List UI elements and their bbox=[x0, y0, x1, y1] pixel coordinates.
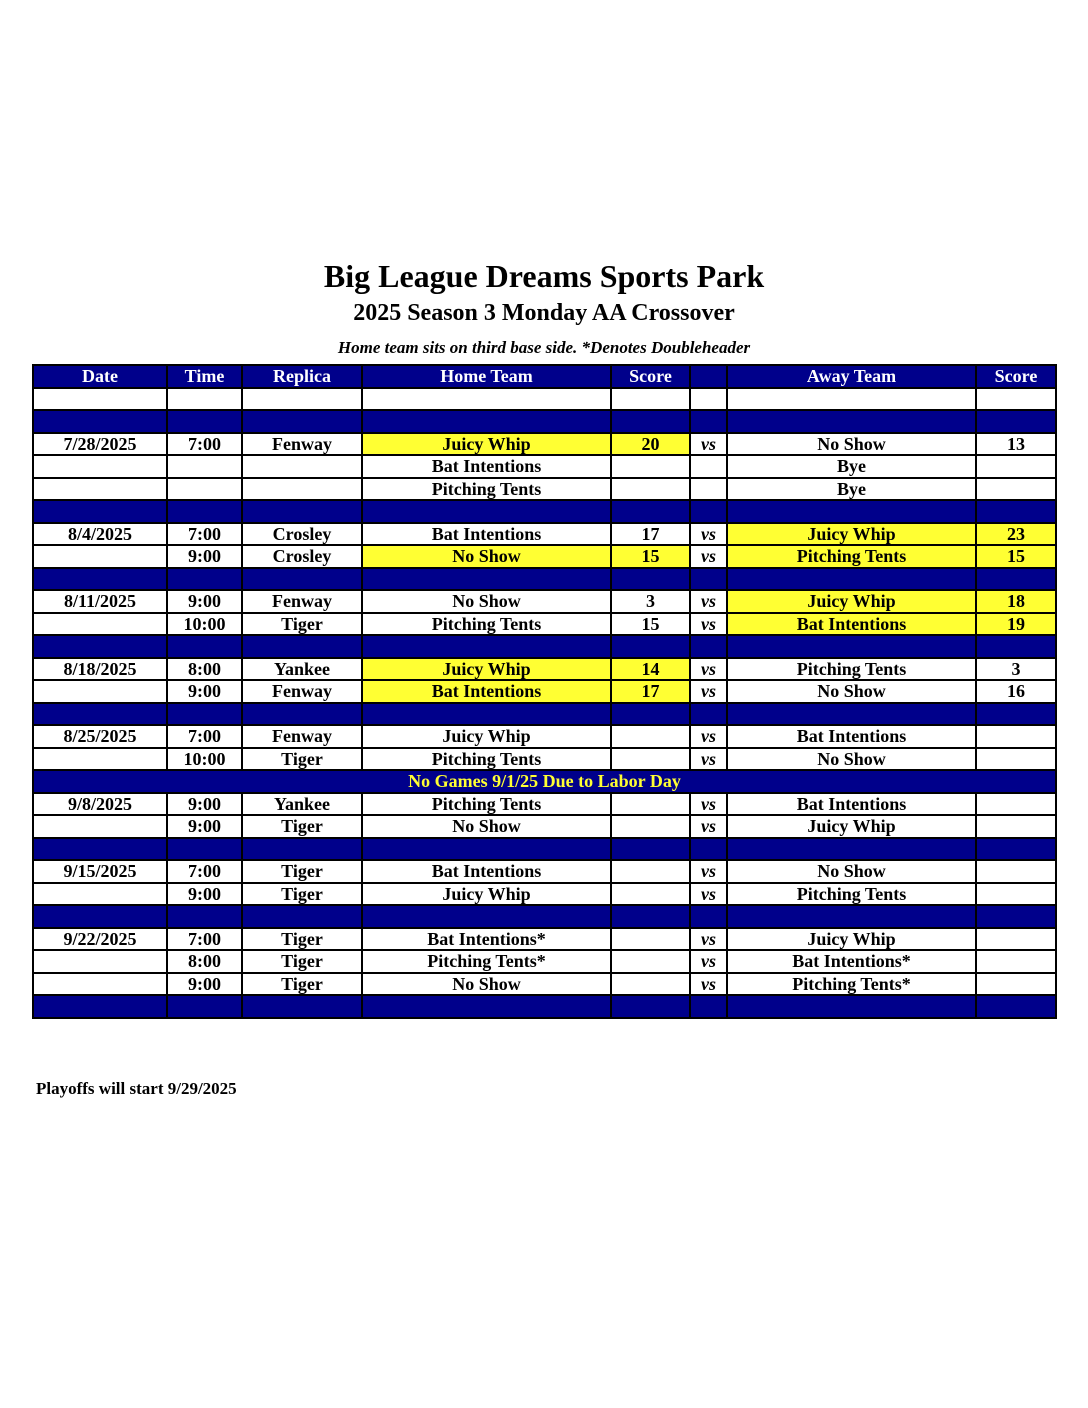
cell-vs: vs bbox=[690, 613, 727, 636]
empty-cell bbox=[33, 568, 167, 591]
cell-away-score: 16 bbox=[976, 680, 1056, 703]
cell-home-score: 14 bbox=[611, 658, 690, 681]
game-row bbox=[33, 748, 1056, 771]
cell-away: Juicy Whip bbox=[727, 523, 976, 546]
cell-home-score: 15 bbox=[611, 545, 690, 568]
cell-home-score bbox=[611, 455, 690, 478]
empty-cell bbox=[242, 388, 362, 411]
col-header-home-score: Score bbox=[611, 365, 690, 388]
cell-date: 9/8/2025 bbox=[33, 793, 167, 816]
cell-home-score bbox=[611, 950, 690, 973]
cell-vs: vs bbox=[690, 680, 727, 703]
empty-cell bbox=[242, 995, 362, 1018]
cell-away-score bbox=[976, 725, 1056, 748]
cell-home-score: 15 bbox=[611, 613, 690, 636]
cell-away: No Show bbox=[727, 433, 976, 456]
cell-vs: vs bbox=[690, 860, 727, 883]
cell-time: 9:00 bbox=[167, 883, 242, 906]
cell-date bbox=[33, 478, 167, 501]
cell-date bbox=[33, 950, 167, 973]
empty-cell bbox=[976, 703, 1056, 726]
game-row bbox=[33, 523, 1056, 546]
cell-home-score: 17 bbox=[611, 523, 690, 546]
cell-replica: Tiger bbox=[242, 613, 362, 636]
empty-cell bbox=[690, 995, 727, 1018]
cell-home-score: 17 bbox=[611, 680, 690, 703]
empty-cell bbox=[242, 905, 362, 928]
cell-vs: vs bbox=[690, 815, 727, 838]
cell-home: Pitching Tents bbox=[362, 748, 611, 771]
cell-replica: Fenway bbox=[242, 590, 362, 613]
empty-cell bbox=[976, 500, 1056, 523]
cell-date: 7/28/2025 bbox=[33, 433, 167, 456]
cell-away-score bbox=[976, 748, 1056, 771]
cell-replica bbox=[242, 478, 362, 501]
empty-cell bbox=[167, 568, 242, 591]
empty-cell bbox=[976, 635, 1056, 658]
empty-cell bbox=[611, 703, 690, 726]
cell-away: Bat Intentions bbox=[727, 613, 976, 636]
empty-cell bbox=[611, 995, 690, 1018]
empty-cell bbox=[976, 995, 1056, 1018]
cell-time bbox=[167, 455, 242, 478]
spacer-row bbox=[33, 995, 1056, 1018]
empty-cell bbox=[362, 838, 611, 861]
empty-cell bbox=[690, 500, 727, 523]
game-row bbox=[33, 860, 1056, 883]
empty-cell bbox=[611, 410, 690, 433]
cell-replica: Tiger bbox=[242, 815, 362, 838]
cell-time: 10:00 bbox=[167, 613, 242, 636]
cell-date: 8/18/2025 bbox=[33, 658, 167, 681]
cell-away-score: 23 bbox=[976, 523, 1056, 546]
spacer-row bbox=[33, 410, 1056, 433]
col-header-replica: Replica bbox=[242, 365, 362, 388]
cell-away: Bat Intentions bbox=[727, 725, 976, 748]
cell-home-score bbox=[611, 973, 690, 996]
cell-away-score bbox=[976, 793, 1056, 816]
game-row bbox=[33, 613, 1056, 636]
empty-cell bbox=[362, 568, 611, 591]
cell-vs: vs bbox=[690, 658, 727, 681]
header-row bbox=[33, 365, 1056, 388]
game-row bbox=[33, 883, 1056, 906]
cell-away: Pitching Tents bbox=[727, 545, 976, 568]
empty-cell bbox=[362, 635, 611, 658]
cell-home: Juicy Whip bbox=[362, 883, 611, 906]
cell-away-score: 18 bbox=[976, 590, 1056, 613]
empty-cell bbox=[362, 388, 611, 411]
spacer-row bbox=[33, 568, 1056, 591]
cell-date bbox=[33, 545, 167, 568]
cell-replica: Tiger bbox=[242, 950, 362, 973]
cell-vs: vs bbox=[690, 748, 727, 771]
spacer-row bbox=[33, 703, 1056, 726]
cell-date bbox=[33, 973, 167, 996]
empty-cell bbox=[167, 410, 242, 433]
empty-cell bbox=[690, 635, 727, 658]
empty-cell bbox=[167, 838, 242, 861]
empty-cell bbox=[976, 410, 1056, 433]
page-subtitle: 2025 Season 3 Monday AA Crossover bbox=[353, 300, 735, 326]
empty-cell bbox=[242, 568, 362, 591]
spacer-row bbox=[33, 500, 1056, 523]
cell-home-score bbox=[611, 883, 690, 906]
cell-date bbox=[33, 680, 167, 703]
cell-away-score: 3 bbox=[976, 658, 1056, 681]
empty-cell bbox=[242, 703, 362, 726]
empty-cell bbox=[611, 838, 690, 861]
cell-date bbox=[33, 815, 167, 838]
cell-away: Bye bbox=[727, 455, 976, 478]
cell-home: No Show bbox=[362, 590, 611, 613]
cell-time: 8:00 bbox=[167, 950, 242, 973]
empty-cell bbox=[33, 703, 167, 726]
cell-home: Pitching Tents bbox=[362, 793, 611, 816]
cell-time: 9:00 bbox=[167, 590, 242, 613]
empty-cell bbox=[690, 568, 727, 591]
game-row bbox=[33, 478, 1056, 501]
cell-home-score bbox=[611, 860, 690, 883]
cell-time: 9:00 bbox=[167, 545, 242, 568]
empty-cell bbox=[611, 388, 690, 411]
empty-cell bbox=[33, 838, 167, 861]
empty-cell bbox=[690, 703, 727, 726]
empty-cell bbox=[611, 500, 690, 523]
cell-home-score bbox=[611, 928, 690, 951]
schedule-body bbox=[33, 388, 1056, 1018]
spacer-row bbox=[33, 838, 1056, 861]
cell-away: Bat Intentions* bbox=[727, 950, 976, 973]
empty-cell bbox=[242, 838, 362, 861]
blank-row bbox=[33, 388, 1056, 411]
cell-time: 9:00 bbox=[167, 973, 242, 996]
cell-date bbox=[33, 748, 167, 771]
cell-home: No Show bbox=[362, 815, 611, 838]
cell-home: Pitching Tents* bbox=[362, 950, 611, 973]
cell-home-score bbox=[611, 478, 690, 501]
cell-date bbox=[33, 883, 167, 906]
empty-cell bbox=[727, 703, 976, 726]
cell-away: No Show bbox=[727, 680, 976, 703]
spacer-row bbox=[33, 635, 1056, 658]
empty-cell bbox=[242, 500, 362, 523]
empty-cell bbox=[727, 905, 976, 928]
cell-replica: Tiger bbox=[242, 883, 362, 906]
empty-cell bbox=[167, 500, 242, 523]
cell-home-score bbox=[611, 748, 690, 771]
empty-cell bbox=[33, 388, 167, 411]
col-header-vs bbox=[690, 365, 727, 388]
cell-away: No Show bbox=[727, 748, 976, 771]
empty-cell bbox=[690, 410, 727, 433]
game-row bbox=[33, 973, 1056, 996]
empty-cell bbox=[242, 410, 362, 433]
col-header-away-team: Away Team bbox=[727, 365, 976, 388]
cell-home: Bat Intentions bbox=[362, 680, 611, 703]
empty-cell bbox=[690, 905, 727, 928]
empty-cell bbox=[167, 905, 242, 928]
game-row bbox=[33, 928, 1056, 951]
empty-cell bbox=[690, 388, 727, 411]
cell-away: Pitching Tents* bbox=[727, 973, 976, 996]
cell-vs: vs bbox=[690, 973, 727, 996]
empty-cell bbox=[727, 410, 976, 433]
cell-home-score: 20 bbox=[611, 433, 690, 456]
cell-replica: Fenway bbox=[242, 433, 362, 456]
cell-replica: Yankee bbox=[242, 793, 362, 816]
cell-vs: vs bbox=[690, 928, 727, 951]
cell-time bbox=[167, 478, 242, 501]
cell-replica: Tiger bbox=[242, 860, 362, 883]
empty-cell bbox=[611, 635, 690, 658]
cell-away-score bbox=[976, 455, 1056, 478]
cell-replica: Tiger bbox=[242, 748, 362, 771]
col-header-time: Time bbox=[167, 365, 242, 388]
schedule-note: Home team sits on third base side. *Denotes Doubleheader bbox=[337, 338, 751, 357]
cell-time: 7:00 bbox=[167, 860, 242, 883]
cell-home-score bbox=[611, 725, 690, 748]
cell-replica bbox=[242, 455, 362, 478]
cell-home-score bbox=[611, 793, 690, 816]
cell-vs: vs bbox=[690, 433, 727, 456]
cell-home: Pitching Tents bbox=[362, 478, 611, 501]
game-row bbox=[33, 680, 1056, 703]
empty-cell bbox=[362, 703, 611, 726]
empty-cell bbox=[33, 500, 167, 523]
cell-home: Juicy Whip bbox=[362, 433, 611, 456]
cell-home: Bat Intentions bbox=[362, 523, 611, 546]
cell-home: Pitching Tents bbox=[362, 613, 611, 636]
cell-away-score: 13 bbox=[976, 433, 1056, 456]
playoffs-note: Playoffs will start 9/29/2025 bbox=[36, 1079, 237, 1098]
cell-away: Juicy Whip bbox=[727, 815, 976, 838]
game-row bbox=[33, 545, 1056, 568]
notice-row bbox=[33, 770, 1056, 793]
cell-time: 8:00 bbox=[167, 658, 242, 681]
game-row bbox=[33, 658, 1056, 681]
cell-away-score bbox=[976, 478, 1056, 501]
cell-time: 7:00 bbox=[167, 523, 242, 546]
cell-away: Pitching Tents bbox=[727, 658, 976, 681]
cell-away-score: 19 bbox=[976, 613, 1056, 636]
empty-cell bbox=[727, 568, 976, 591]
game-row bbox=[33, 950, 1056, 973]
empty-cell bbox=[727, 995, 976, 1018]
page-title: Big League Dreams Sports Park bbox=[323, 258, 765, 294]
cell-vs: vs bbox=[690, 793, 727, 816]
empty-cell bbox=[33, 635, 167, 658]
empty-cell bbox=[727, 635, 976, 658]
empty-cell bbox=[976, 905, 1056, 928]
col-header-date: Date bbox=[33, 365, 167, 388]
cell-away: Juicy Whip bbox=[727, 590, 976, 613]
cell-home: Bat Intentions bbox=[362, 860, 611, 883]
cell-away-score bbox=[976, 860, 1056, 883]
game-row bbox=[33, 590, 1056, 613]
cell-away-score bbox=[976, 928, 1056, 951]
cell-date: 9/22/2025 bbox=[33, 928, 167, 951]
notice-text: No Games 9/1/25 Due to Labor Day bbox=[33, 770, 1056, 793]
cell-away: No Show bbox=[727, 860, 976, 883]
game-row bbox=[33, 455, 1056, 478]
col-header-home-team: Home Team bbox=[362, 365, 611, 388]
empty-cell bbox=[727, 838, 976, 861]
empty-cell bbox=[362, 995, 611, 1018]
empty-cell bbox=[33, 905, 167, 928]
cell-replica: Yankee bbox=[242, 658, 362, 681]
cell-date: 8/11/2025 bbox=[33, 590, 167, 613]
cell-home: No Show bbox=[362, 973, 611, 996]
cell-vs: vs bbox=[690, 883, 727, 906]
cell-time: 9:00 bbox=[167, 815, 242, 838]
empty-cell bbox=[976, 838, 1056, 861]
cell-home-score: 3 bbox=[611, 590, 690, 613]
cell-time: 9:00 bbox=[167, 793, 242, 816]
cell-replica: Fenway bbox=[242, 680, 362, 703]
cell-away-score: 15 bbox=[976, 545, 1056, 568]
empty-cell bbox=[976, 568, 1056, 591]
cell-vs: vs bbox=[690, 725, 727, 748]
cell-replica: Crosley bbox=[242, 545, 362, 568]
cell-home: Bat Intentions* bbox=[362, 928, 611, 951]
cell-away-score bbox=[976, 883, 1056, 906]
cell-date bbox=[33, 613, 167, 636]
cell-replica: Tiger bbox=[242, 928, 362, 951]
cell-time: 7:00 bbox=[167, 433, 242, 456]
empty-cell bbox=[167, 388, 242, 411]
empty-cell bbox=[167, 995, 242, 1018]
cell-away-score bbox=[976, 973, 1056, 996]
cell-away: Bye bbox=[727, 478, 976, 501]
empty-cell bbox=[242, 635, 362, 658]
cell-away: Bat Intentions bbox=[727, 793, 976, 816]
game-row bbox=[33, 433, 1056, 456]
cell-home: Bat Intentions bbox=[362, 455, 611, 478]
cell-home: No Show bbox=[362, 545, 611, 568]
empty-cell bbox=[167, 635, 242, 658]
empty-cell bbox=[167, 703, 242, 726]
empty-cell bbox=[362, 905, 611, 928]
cell-date bbox=[33, 455, 167, 478]
cell-away-score bbox=[976, 950, 1056, 973]
empty-cell bbox=[33, 995, 167, 1018]
schedule-table bbox=[32, 364, 1057, 1019]
cell-time: 7:00 bbox=[167, 725, 242, 748]
cell-replica: Crosley bbox=[242, 523, 362, 546]
cell-home-score bbox=[611, 815, 690, 838]
game-row bbox=[33, 725, 1056, 748]
cell-date: 9/15/2025 bbox=[33, 860, 167, 883]
cell-vs bbox=[690, 455, 727, 478]
empty-cell bbox=[362, 500, 611, 523]
empty-cell bbox=[33, 410, 167, 433]
empty-cell bbox=[690, 838, 727, 861]
cell-date: 8/25/2025 bbox=[33, 725, 167, 748]
empty-cell bbox=[976, 388, 1056, 411]
game-row bbox=[33, 793, 1056, 816]
cell-vs bbox=[690, 478, 727, 501]
cell-time: 9:00 bbox=[167, 680, 242, 703]
empty-cell bbox=[727, 388, 976, 411]
cell-time: 7:00 bbox=[167, 928, 242, 951]
game-row bbox=[33, 815, 1056, 838]
cell-away-score bbox=[976, 815, 1056, 838]
empty-cell bbox=[362, 410, 611, 433]
spacer-row bbox=[33, 905, 1056, 928]
cell-replica: Tiger bbox=[242, 973, 362, 996]
cell-away: Juicy Whip bbox=[727, 928, 976, 951]
empty-cell bbox=[611, 568, 690, 591]
cell-replica: Fenway bbox=[242, 725, 362, 748]
cell-home: Juicy Whip bbox=[362, 725, 611, 748]
cell-vs: vs bbox=[690, 590, 727, 613]
cell-vs: vs bbox=[690, 545, 727, 568]
empty-cell bbox=[611, 905, 690, 928]
empty-cell bbox=[727, 500, 976, 523]
cell-vs: vs bbox=[690, 523, 727, 546]
cell-time: 10:00 bbox=[167, 748, 242, 771]
cell-vs: vs bbox=[690, 950, 727, 973]
cell-date: 8/4/2025 bbox=[33, 523, 167, 546]
cell-away: Pitching Tents bbox=[727, 883, 976, 906]
col-header-away-score: Score bbox=[976, 365, 1056, 388]
cell-home: Juicy Whip bbox=[362, 658, 611, 681]
